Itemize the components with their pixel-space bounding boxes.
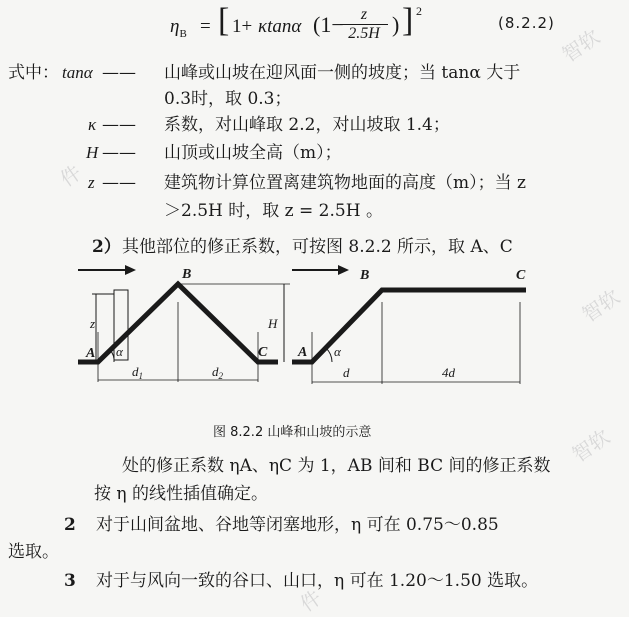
label-a: A [86,346,96,361]
watermark: 智软 [567,424,615,468]
equals-sign: = [200,16,211,37]
label-h: H [268,316,278,331]
clause-2-line-1: 对于山间盆地、谷地等闭塞地形，η 可在 0.75～0.85 [96,515,499,535]
right-paren: ) [392,12,400,37]
left-bracket: [ [218,2,230,39]
where-dash: —— [102,63,136,83]
clause-number: 2 [64,515,76,535]
where-intro: 式中： [8,63,59,83]
label-z: z [90,316,96,331]
where-dash: —— [102,173,136,193]
label-c: C [258,345,268,360]
right-bracket: ] [402,2,414,39]
label-a: A [298,345,308,360]
where-dash: —— [102,143,136,163]
where-symbol-kappa: κ [88,115,97,134]
equation-number: (8.2.2) [498,14,555,32]
figure-caption: 图 8.2.2 山峰和山坡的示意 [213,425,372,440]
label-b: B [360,268,370,283]
where-text-z: 建筑物计算位置离建筑物地面的高度（m）；当 z [164,173,526,193]
watermark: 件 [295,585,326,617]
label-d2: $d_2$ [212,364,223,381]
paragraph-line-1: 处的修正系数 ηA、ηC 为 1，AB 间和 BC 间的修正系数 [122,456,551,476]
where-text-kappa: 系数，对山峰取 2.2，对山坡取 1.4； [164,115,450,135]
where-dash: —— [102,115,136,135]
one-plus: 1+ [232,16,253,37]
clause-3-line-1: 对于与风向一致的谷口、山口，η 可在 1.20～1.50 选取。 [96,571,539,591]
label-4d: 4d [442,365,455,380]
watermark: 智软 [577,284,625,328]
label-b: B [182,267,192,282]
where-text-tan: 山峰或山坡在迎风面一侧的坡度；当 tanα 大于 [164,63,521,83]
where-text-z-cont: ＞2.5H 时，取 z = 2.5H 。 [164,201,383,221]
paren-one-minus: (1− [313,12,344,37]
clause-2-line-2: 选取。 [8,542,59,562]
label-c: C [516,268,526,283]
label-d1: $d_1$ [132,364,143,381]
fraction-numerator: z [360,6,368,23]
eta-symbol: $\eta_B$ [170,16,187,40]
watermark: 件 [55,160,86,192]
item-number: 2） [92,237,121,257]
clause-number: 3 [64,571,76,591]
slope-profile [292,290,526,362]
arrow-head-icon [338,265,349,275]
kappa-tan: κtanα [258,16,302,37]
label-alpha: α [116,344,123,359]
watermark: 智软 [557,24,605,68]
label-d: d [343,365,350,380]
paragraph-line-2: 按 η 的线性插值确定。 [94,484,268,504]
exponent: 2 [416,4,422,18]
where-text-tan-cont: 0.3时，取 0.3； [164,89,292,109]
fraction-denominator: 2.5H [348,25,380,42]
fraction [338,6,390,43]
figure-hill-slope [70,262,540,412]
where-symbol-z: z [88,173,95,192]
where-text-h: 山顶或山坡全高（m）； [164,143,342,163]
where-symbol-h: H [86,143,99,162]
where-symbol-tan: tanα [62,63,93,82]
label-alpha: α [334,344,341,359]
item-text: 其他部位的修正系数，可按图 8.2.2 所示，取 A、C [122,237,513,257]
arrow-head-icon [125,265,136,275]
